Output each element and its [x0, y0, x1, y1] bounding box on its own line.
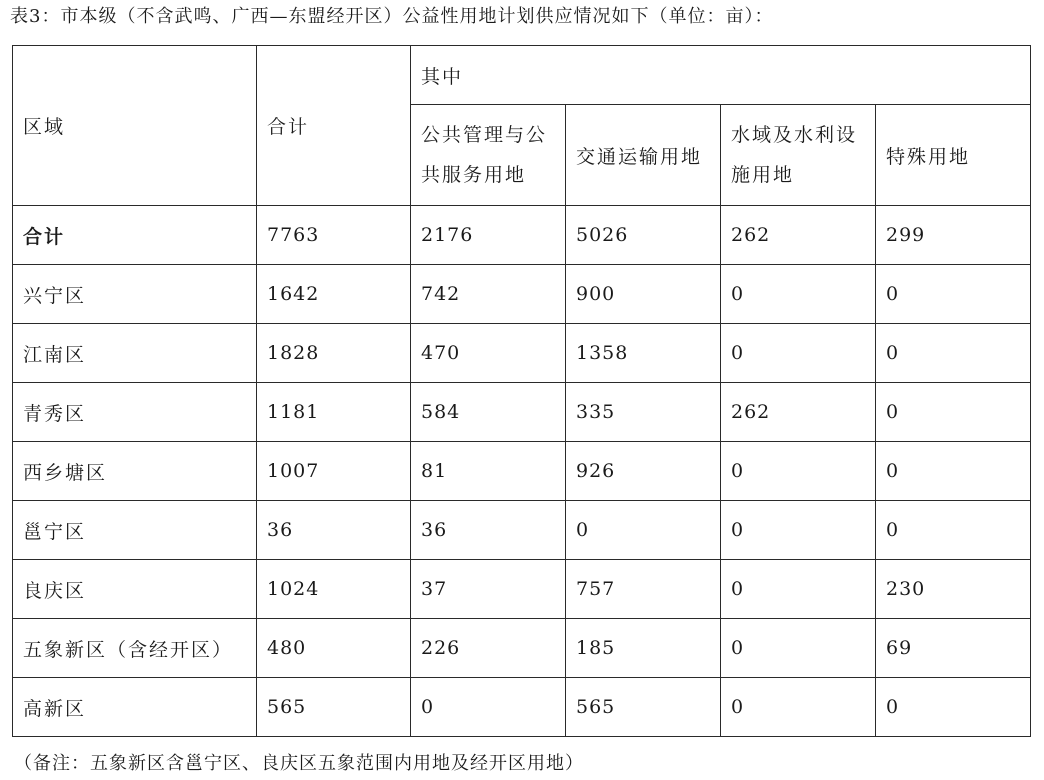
- cell-total: 1007: [257, 442, 411, 501]
- cell-special: 69: [876, 619, 1031, 678]
- table-row: [13, 619, 1031, 678]
- cell-region: 兴宁区: [13, 265, 257, 324]
- header-row-1: [13, 46, 1031, 105]
- cell-water: 0: [721, 678, 876, 737]
- cell-special: 0: [876, 501, 1031, 560]
- cell-region: 青秀区: [13, 383, 257, 442]
- cell-total: 1828: [257, 324, 411, 383]
- cell-total: 36: [257, 501, 411, 560]
- table-note: （备注：五象新区含邕宁区、良庆区五象范围内用地及经开区用地）: [14, 753, 584, 774]
- table-row: [13, 265, 1031, 324]
- cell-special: 0: [876, 678, 1031, 737]
- land-supply-table: [12, 45, 1031, 737]
- cell-region: 西乡塘区: [13, 442, 257, 501]
- table-row: [13, 383, 1031, 442]
- header-total: 合计: [257, 46, 411, 206]
- cell-region: 高新区: [13, 678, 257, 737]
- cell-public: 226: [411, 619, 566, 678]
- cell-region: 邕宁区: [13, 501, 257, 560]
- cell-transport: 900: [566, 265, 721, 324]
- table-row: [13, 442, 1031, 501]
- table-row: [13, 501, 1031, 560]
- cell-total: 565: [257, 678, 411, 737]
- cell-transport: 565: [566, 678, 721, 737]
- table-row: [13, 324, 1031, 383]
- cell-special: 0: [876, 442, 1031, 501]
- cell-total: 1181: [257, 383, 411, 442]
- cell-total: 480: [257, 619, 411, 678]
- cell-water: 0: [721, 324, 876, 383]
- table-row: [13, 206, 1031, 265]
- table-caption: 表3：市本级（不含武鸣、广西—东盟经开区）公益性用地计划供应情况如下（单位：亩）：: [10, 6, 774, 27]
- cell-public: 36: [411, 501, 566, 560]
- cell-public: 37: [411, 560, 566, 619]
- cell-transport: 0: [566, 501, 721, 560]
- cell-region: 江南区: [13, 324, 257, 383]
- cell-transport: 757: [566, 560, 721, 619]
- cell-special: 299: [876, 206, 1031, 265]
- cell-water: 0: [721, 619, 876, 678]
- cell-region: 良庆区: [13, 560, 257, 619]
- header-transport: 交通运输用地: [566, 105, 721, 206]
- cell-public: 2176: [411, 206, 566, 265]
- header-public: 公共管理与公共服务用地: [411, 105, 566, 206]
- cell-water: 0: [721, 265, 876, 324]
- cell-public: 81: [411, 442, 566, 501]
- cell-total: 1024: [257, 560, 411, 619]
- header-region: 区域: [13, 46, 257, 206]
- cell-special: 0: [876, 265, 1031, 324]
- cell-water: 0: [721, 501, 876, 560]
- cell-special: 0: [876, 383, 1031, 442]
- cell-total: 1642: [257, 265, 411, 324]
- cell-water: 0: [721, 560, 876, 619]
- cell-transport: 5026: [566, 206, 721, 265]
- header-group: 其中: [411, 46, 1031, 105]
- cell-region: 合计: [13, 206, 257, 265]
- table-row: [13, 678, 1031, 737]
- cell-special: 230: [876, 560, 1031, 619]
- cell-special: 0: [876, 324, 1031, 383]
- header-special: 特殊用地: [876, 105, 1031, 206]
- cell-water: 262: [721, 383, 876, 442]
- cell-water: 262: [721, 206, 876, 265]
- cell-transport: 926: [566, 442, 721, 501]
- cell-transport: 335: [566, 383, 721, 442]
- cell-water: 0: [721, 442, 876, 501]
- cell-total: 7763: [257, 206, 411, 265]
- header-water: 水域及水利设施用地: [721, 105, 876, 206]
- cell-public: 584: [411, 383, 566, 442]
- cell-public: 0: [411, 678, 566, 737]
- table-row: [13, 560, 1031, 619]
- cell-public: 742: [411, 265, 566, 324]
- cell-region: 五象新区（含经开区）: [13, 619, 257, 678]
- cell-public: 470: [411, 324, 566, 383]
- cell-transport: 1358: [566, 324, 721, 383]
- cell-transport: 185: [566, 619, 721, 678]
